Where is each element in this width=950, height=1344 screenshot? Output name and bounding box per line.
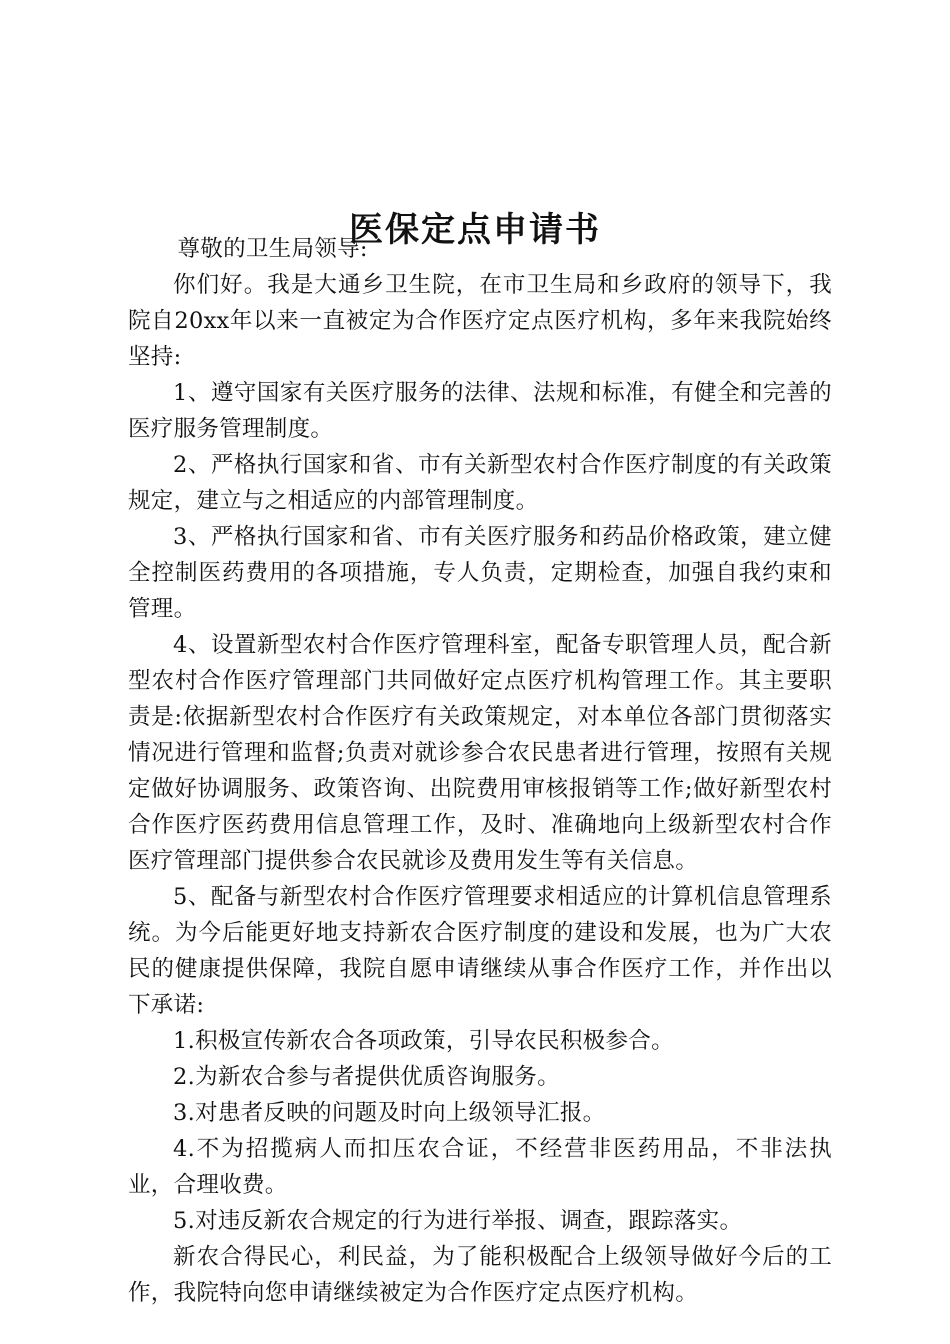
promise-item-1: 1.积极宣传新农合各项政策，引导农民积极参合。 bbox=[173, 1028, 674, 1054]
document-title: 医保定点申请书 bbox=[349, 209, 601, 250]
commitment-item-2: 2、严格执行国家和省、市有关新型农村合作医疗制度的有关政策规定，建立与之相适应的内部管理制度。 bbox=[128, 452, 832, 514]
document-body bbox=[128, 231, 832, 1311]
salutation: 尊敬的卫生局领导: bbox=[177, 236, 368, 262]
promise-item-4: 4.不为招揽病人而扣压农合证，不经营非医药用品，不非法执业，合理收费。 bbox=[128, 1136, 832, 1198]
commitment-item-4: 4、设置新型农村合作医疗管理科室，配备专职管理人员，配合新型农村合作医疗管理部门共同做好定点医疗机构管理工作。其主要职责是:依据新型农村合作医疗有关政策规定，对本单位各部门贯彻落实情况进行管理和监督;负责对就诊参合农民患者进行管理，按照有关规定做好协调服务、政策咨询、出院费用审核报销等工作;做好新型农村合作医疗医药费用信息管理工作，及时、准确地向上级新型农村合作医疗管理部门提供参合农民就诊及费用发生等有关信息。 bbox=[128, 632, 832, 874]
opening-paragraph: 你们好。我是大通乡卫生院，在市卫生局和乡政府的领导下，我院自20xx年以来一直被定为合作医疗定点医疗机构，多年来我院始终坚持: bbox=[128, 272, 832, 370]
promise-item-3: 3.对患者反映的问题及时向上级领导汇报。 bbox=[173, 1100, 606, 1126]
promise-item-5: 5.对违反新农合规定的行为进行举报、调查，跟踪落实。 bbox=[173, 1208, 743, 1234]
commitment-item-1: 1、遵守国家有关医疗服务的法律、法规和标准，有健全和完善的医疗服务管理制度。 bbox=[128, 380, 832, 442]
closing-paragraph: 新农合得民心，利民益，为了能积极配合上级领导做好今后的工作，我院特向您申请继续被定为合作医疗定点医疗机构。 bbox=[128, 1244, 832, 1306]
commitment-item-3: 3、严格执行国家和省、市有关医疗服务和药品价格政策，建立健全控制医药费用的各项措施，专人负责，定期检查，加强自我约束和管理。 bbox=[128, 524, 832, 622]
commitment-item-5: 5、配备与新型农村合作医疗管理要求相适应的计算机信息管理系统。为今后能更好地支持新农合医疗制度的建设和发展，也为广大农民的健康提供保障，我院自愿申请继续从事合作医疗工作，并作出以下承诺: bbox=[128, 884, 832, 1018]
promise-item-2: 2.为新农合参与者提供优质咨询服务。 bbox=[173, 1064, 560, 1090]
